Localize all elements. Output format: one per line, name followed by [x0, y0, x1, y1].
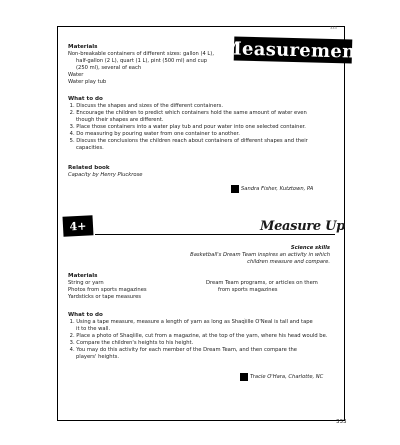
material-line: Non-breakable containers of different sizes: gallon (4 L), [68, 51, 214, 57]
step-line: 3. Compare the children's heights to his height. [68, 340, 194, 346]
step-line: 4. You may do this activity for each member of the Dream Team, and then compare the [68, 347, 297, 353]
credit-text: Tracie O'Hara, Charlotte, NC [250, 374, 324, 380]
material-line: String or yarn [68, 280, 104, 286]
material-line: Water [68, 72, 84, 78]
bottom-steps [68, 312, 336, 361]
skills-heading: Science skills [290, 245, 330, 251]
step-line: though their shapes are different. [76, 117, 164, 123]
related-book-heading: Related book [68, 165, 110, 171]
section-title: Measurement [221, 37, 365, 63]
what-to-do-heading: What to do [68, 96, 103, 102]
step-line: capacities. [76, 145, 104, 151]
material-line: Dream Team programs, or articles on them [206, 280, 318, 286]
step-line: 1. Discuss the shapes and sizes of the different containers. [68, 103, 223, 109]
credit-text: Sandra Fisher, Kutztown, PA [241, 186, 314, 192]
what-to-do-heading: What to do [68, 312, 103, 318]
step-line: 4. Do measuring by pouring water from one container to another. [68, 131, 240, 137]
step-line: 5. Discuss the conclusions the children reach about containers of different shapes and their [68, 138, 308, 144]
skills-line: Basketball's Dream Team inspires an activity in which [190, 252, 330, 258]
page-number: 333 [336, 419, 347, 425]
step-line: 1. Using a tape measure, measure a length of yarn as long as Shaqìille O'Neal is tall and tape [68, 319, 313, 325]
materials-heading: Materials [68, 273, 98, 279]
related-book [68, 165, 336, 179]
material-line: half-gallon (2 L), quart (1 L), pint (500 ml) and cup [76, 58, 208, 64]
skills-block [190, 245, 330, 266]
step-line: 2. Place a photo of Shaqìille, cut from a magazine, at the top of the yarn, where his head would be. [68, 333, 328, 339]
age-badge [62, 215, 93, 237]
credit-square-icon [240, 373, 248, 381]
material-line: from sports magazines [218, 287, 278, 293]
title-rule [95, 234, 335, 235]
step-line: 3. Place those containers into a water play tub and pour water into one selected container. [68, 124, 306, 130]
material-line: (250 ml), several of each [76, 65, 142, 71]
top-credit [231, 185, 313, 193]
material-line: Water play tub [68, 79, 107, 85]
step-line: 2. Encourage the children to predict which containers hold the same amount of water even [68, 110, 307, 116]
top-materials [68, 44, 336, 86]
top-steps [68, 96, 336, 152]
tiny-reference: 333 [330, 26, 337, 30]
materials-column-2 [206, 280, 318, 294]
activity-title: Measure Up [260, 219, 345, 234]
step-line: players' heights. [76, 354, 119, 360]
material-line: Yardsticks or tape measures [68, 294, 141, 300]
age-label: 4+ [69, 219, 87, 233]
materials-heading: Materials [68, 44, 98, 50]
step-line: it to the wall. [76, 326, 111, 332]
skills-line: children measure and compare. [247, 259, 330, 265]
material-line: Photos from sports magazines [68, 287, 147, 293]
related-book-text: Capacity by Henry Pluckrose [68, 172, 143, 178]
bottom-credit [240, 373, 323, 381]
credit-square-icon [231, 185, 239, 193]
